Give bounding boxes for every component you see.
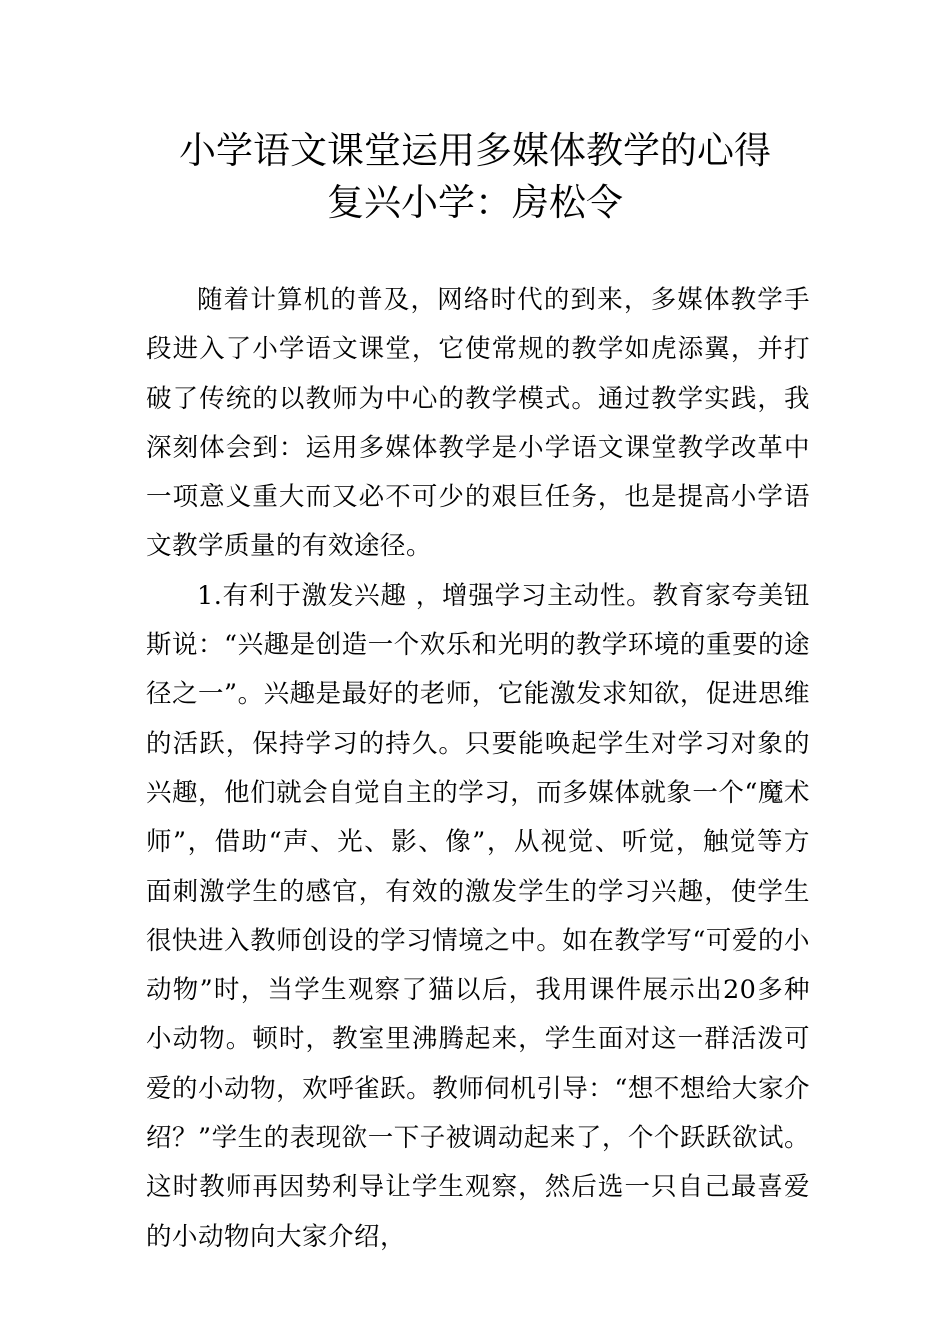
author-line: 复兴小学：房松令	[327, 181, 623, 224]
document-body	[146, 276, 810, 1262]
paragraph-point-1: 1.有利于激发兴趣 ，增强学习主动性。教育家夸美钮斯说：“兴趣是创造一个欢乐和光明的教学环境的重要的途径之一”。兴趣是最好的老师，它能激发求知欲，促进思维的活跃，保持学习的持久。只要能唤起学生对学习对象的兴趣，他们就会自觉自主的学习，而多媒体就象一个“魔术师”，借助“声、光、影、像”，从视觉、听觉，触觉等方面刺激学生的感官，有效的激发学生的学习兴趣，使学生很快进入教师创设的学习情境之中。如在教学写“可爱的小动物”时，当学生观察了猫以后，我用课件展示出20多种小动物。顿时，教室里沸腾起来，学生面对这一群活泼可爱的小动物，欢呼雀跃。教师伺机引导：“想不想给大家介绍？”学生的表现欲一下子被调动起来了，个个跃跃欲试。这时教师再因势利导让学生观察，然后选一只自己最喜爱的小动物向大家介绍，	[146, 580, 810, 1252]
paragraph-intro: 随着计算机的普及，网络时代的到来，多媒体教学手段进入了小学语文课堂，它使常规的教学如虎添翼，并打破了传统的以教师为中心的教学模式。通过教学实践，我深刻体会到：运用多媒体教学是小学语文课堂教学改革中一项意义重大而又必不可少的艰巨任务，也是提高小学语文教学质量的有效途径。	[146, 285, 810, 562]
document-title: 小学语文课堂运用多媒体教学的心得	[179, 129, 771, 172]
